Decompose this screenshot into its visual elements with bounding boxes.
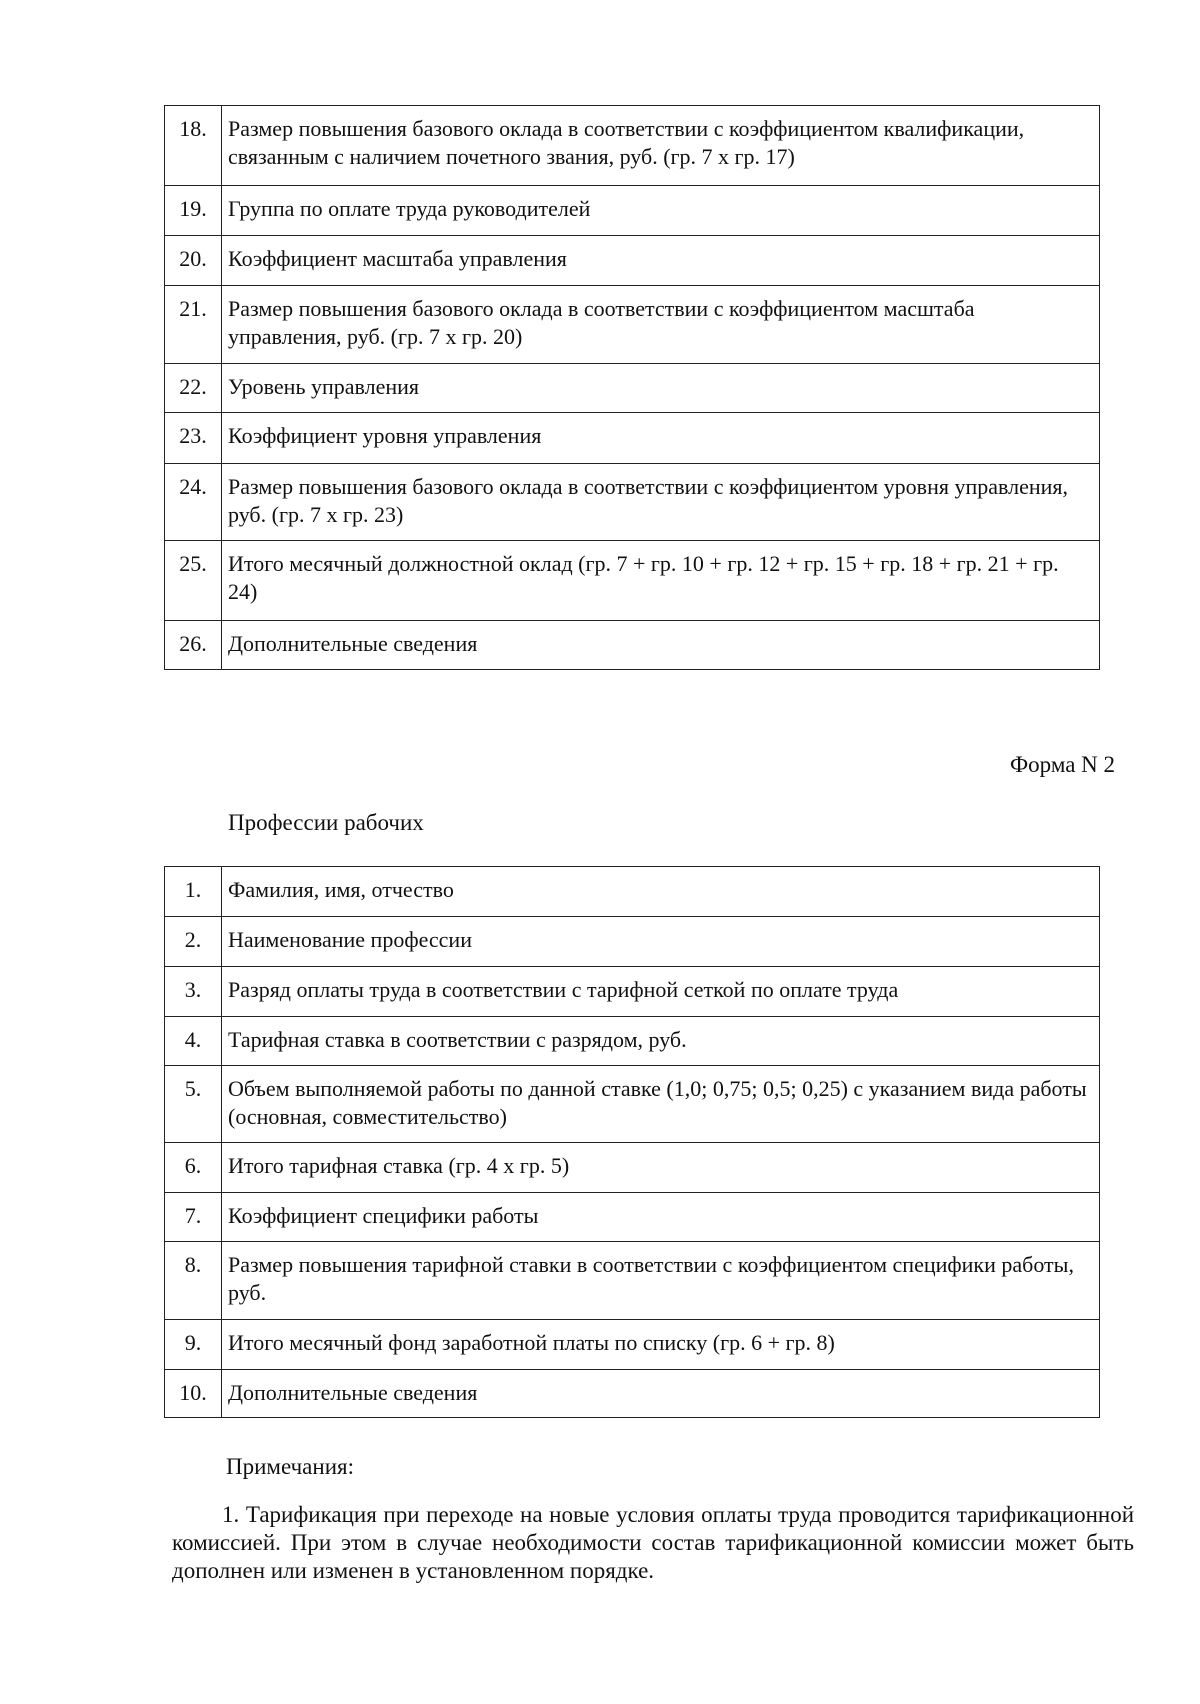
row-number: 22.: [165, 364, 222, 413]
row-number: 26.: [165, 621, 222, 670]
row-number: 21.: [165, 286, 222, 364]
row-text: Дополнительные сведения: [222, 621, 1100, 670]
section-title: Профессии рабочих: [228, 810, 424, 835]
table-row: [165, 917, 1100, 967]
row-text: Фамилия, имя, отчество: [222, 867, 1100, 917]
row-number: 1.: [165, 867, 222, 917]
row-text: Дополнительные сведения: [222, 1370, 1100, 1418]
table-row: [165, 967, 1100, 1017]
row-number: 2.: [165, 917, 222, 967]
row-number: 10.: [165, 1370, 222, 1418]
row-text: Группа по оплате труда руководителей: [222, 186, 1100, 236]
row-text: Итого тарифная ставка (гр. 4 х гр. 5): [222, 1143, 1100, 1193]
table-row: [165, 236, 1100, 286]
table-row: [165, 541, 1100, 621]
table-row: [165, 1370, 1100, 1418]
row-text: Размер повышения базового оклада в соответствии с коэффициентом масштаба управления, руб. (гр. 7 х гр. 20): [222, 286, 1100, 364]
row-text: Уровень управления: [222, 364, 1100, 413]
row-number: 18.: [165, 106, 222, 186]
notes-paragraph: 1. Тарификация при переходе на новые условия оплаты труда проводится тарификационной комиссией. При этом в случае необходимости состав тарификационной комиссии может быть дополнен или изменен в установленном порядке.: [172, 1502, 1134, 1583]
table-row: [165, 1193, 1100, 1242]
row-text: Тарифная ставка в соответствии с разрядом, руб.: [222, 1017, 1100, 1066]
row-text: Объем выполняемой работы по данной ставке (1,0; 0,75; 0,5; 0,25) с указанием вида работы (основная, совместительство): [222, 1066, 1100, 1143]
row-text: Коэффициент специфики работы: [222, 1193, 1100, 1242]
row-number: 23.: [165, 413, 222, 464]
row-number: 7.: [165, 1193, 222, 1242]
row-text: Итого месячный фонд заработной платы по списку (гр. 6 + гр. 8): [222, 1320, 1100, 1370]
table-row: [165, 621, 1100, 670]
row-text: Коэффициент масштаба управления: [222, 236, 1100, 286]
row-text: Наименование профессии: [222, 917, 1100, 967]
table-row: [165, 1242, 1100, 1320]
table-row: [165, 106, 1100, 186]
row-text: Разряд оплаты труда в соответствии с тарифной сеткой по оплате труда: [222, 967, 1100, 1017]
table-row: [165, 1017, 1100, 1066]
table-continued: [164, 105, 1100, 670]
table-row: [165, 1066, 1100, 1143]
table-row: [165, 867, 1100, 917]
notes-heading: Примечания:: [226, 1454, 354, 1479]
table-row: [165, 364, 1100, 413]
row-number: 25.: [165, 541, 222, 621]
table-row: [165, 413, 1100, 464]
form-label: Форма N 2: [1010, 752, 1116, 777]
table-row: [165, 464, 1100, 541]
row-text: Размер повышения базового оклада в соответствии с коэффициентом уровня управления, руб. (гр. 7 х гр. 23): [222, 464, 1100, 541]
row-number: 24.: [165, 464, 222, 541]
row-number: 8.: [165, 1242, 222, 1320]
row-text: Размер повышения базового оклада в соответствии с коэффициентом квалификации, связанным с наличием почетного звания, руб. (гр. 7 х гр. 17): [222, 106, 1100, 186]
row-number: 5.: [165, 1066, 222, 1143]
row-number: 9.: [165, 1320, 222, 1370]
table-row: [165, 286, 1100, 364]
row-number: 3.: [165, 967, 222, 1017]
table-row: [165, 1320, 1100, 1370]
row-text: Итого месячный должностной оклад (гр. 7 + гр. 10 + гр. 12 + гр. 15 + гр. 18 + гр. 21 + гр. 24): [222, 541, 1100, 621]
row-number: 19.: [165, 186, 222, 236]
row-number: 4.: [165, 1017, 222, 1066]
table-row: [165, 186, 1100, 236]
row-number: 20.: [165, 236, 222, 286]
row-text: Размер повышения тарифной ставки в соответствии с коэффициентом специфики работы, руб.: [222, 1242, 1100, 1320]
table-workers: [164, 866, 1100, 1418]
table-row: [165, 1143, 1100, 1193]
row-number: 6.: [165, 1143, 222, 1193]
row-text: Коэффициент уровня управления: [222, 413, 1100, 464]
